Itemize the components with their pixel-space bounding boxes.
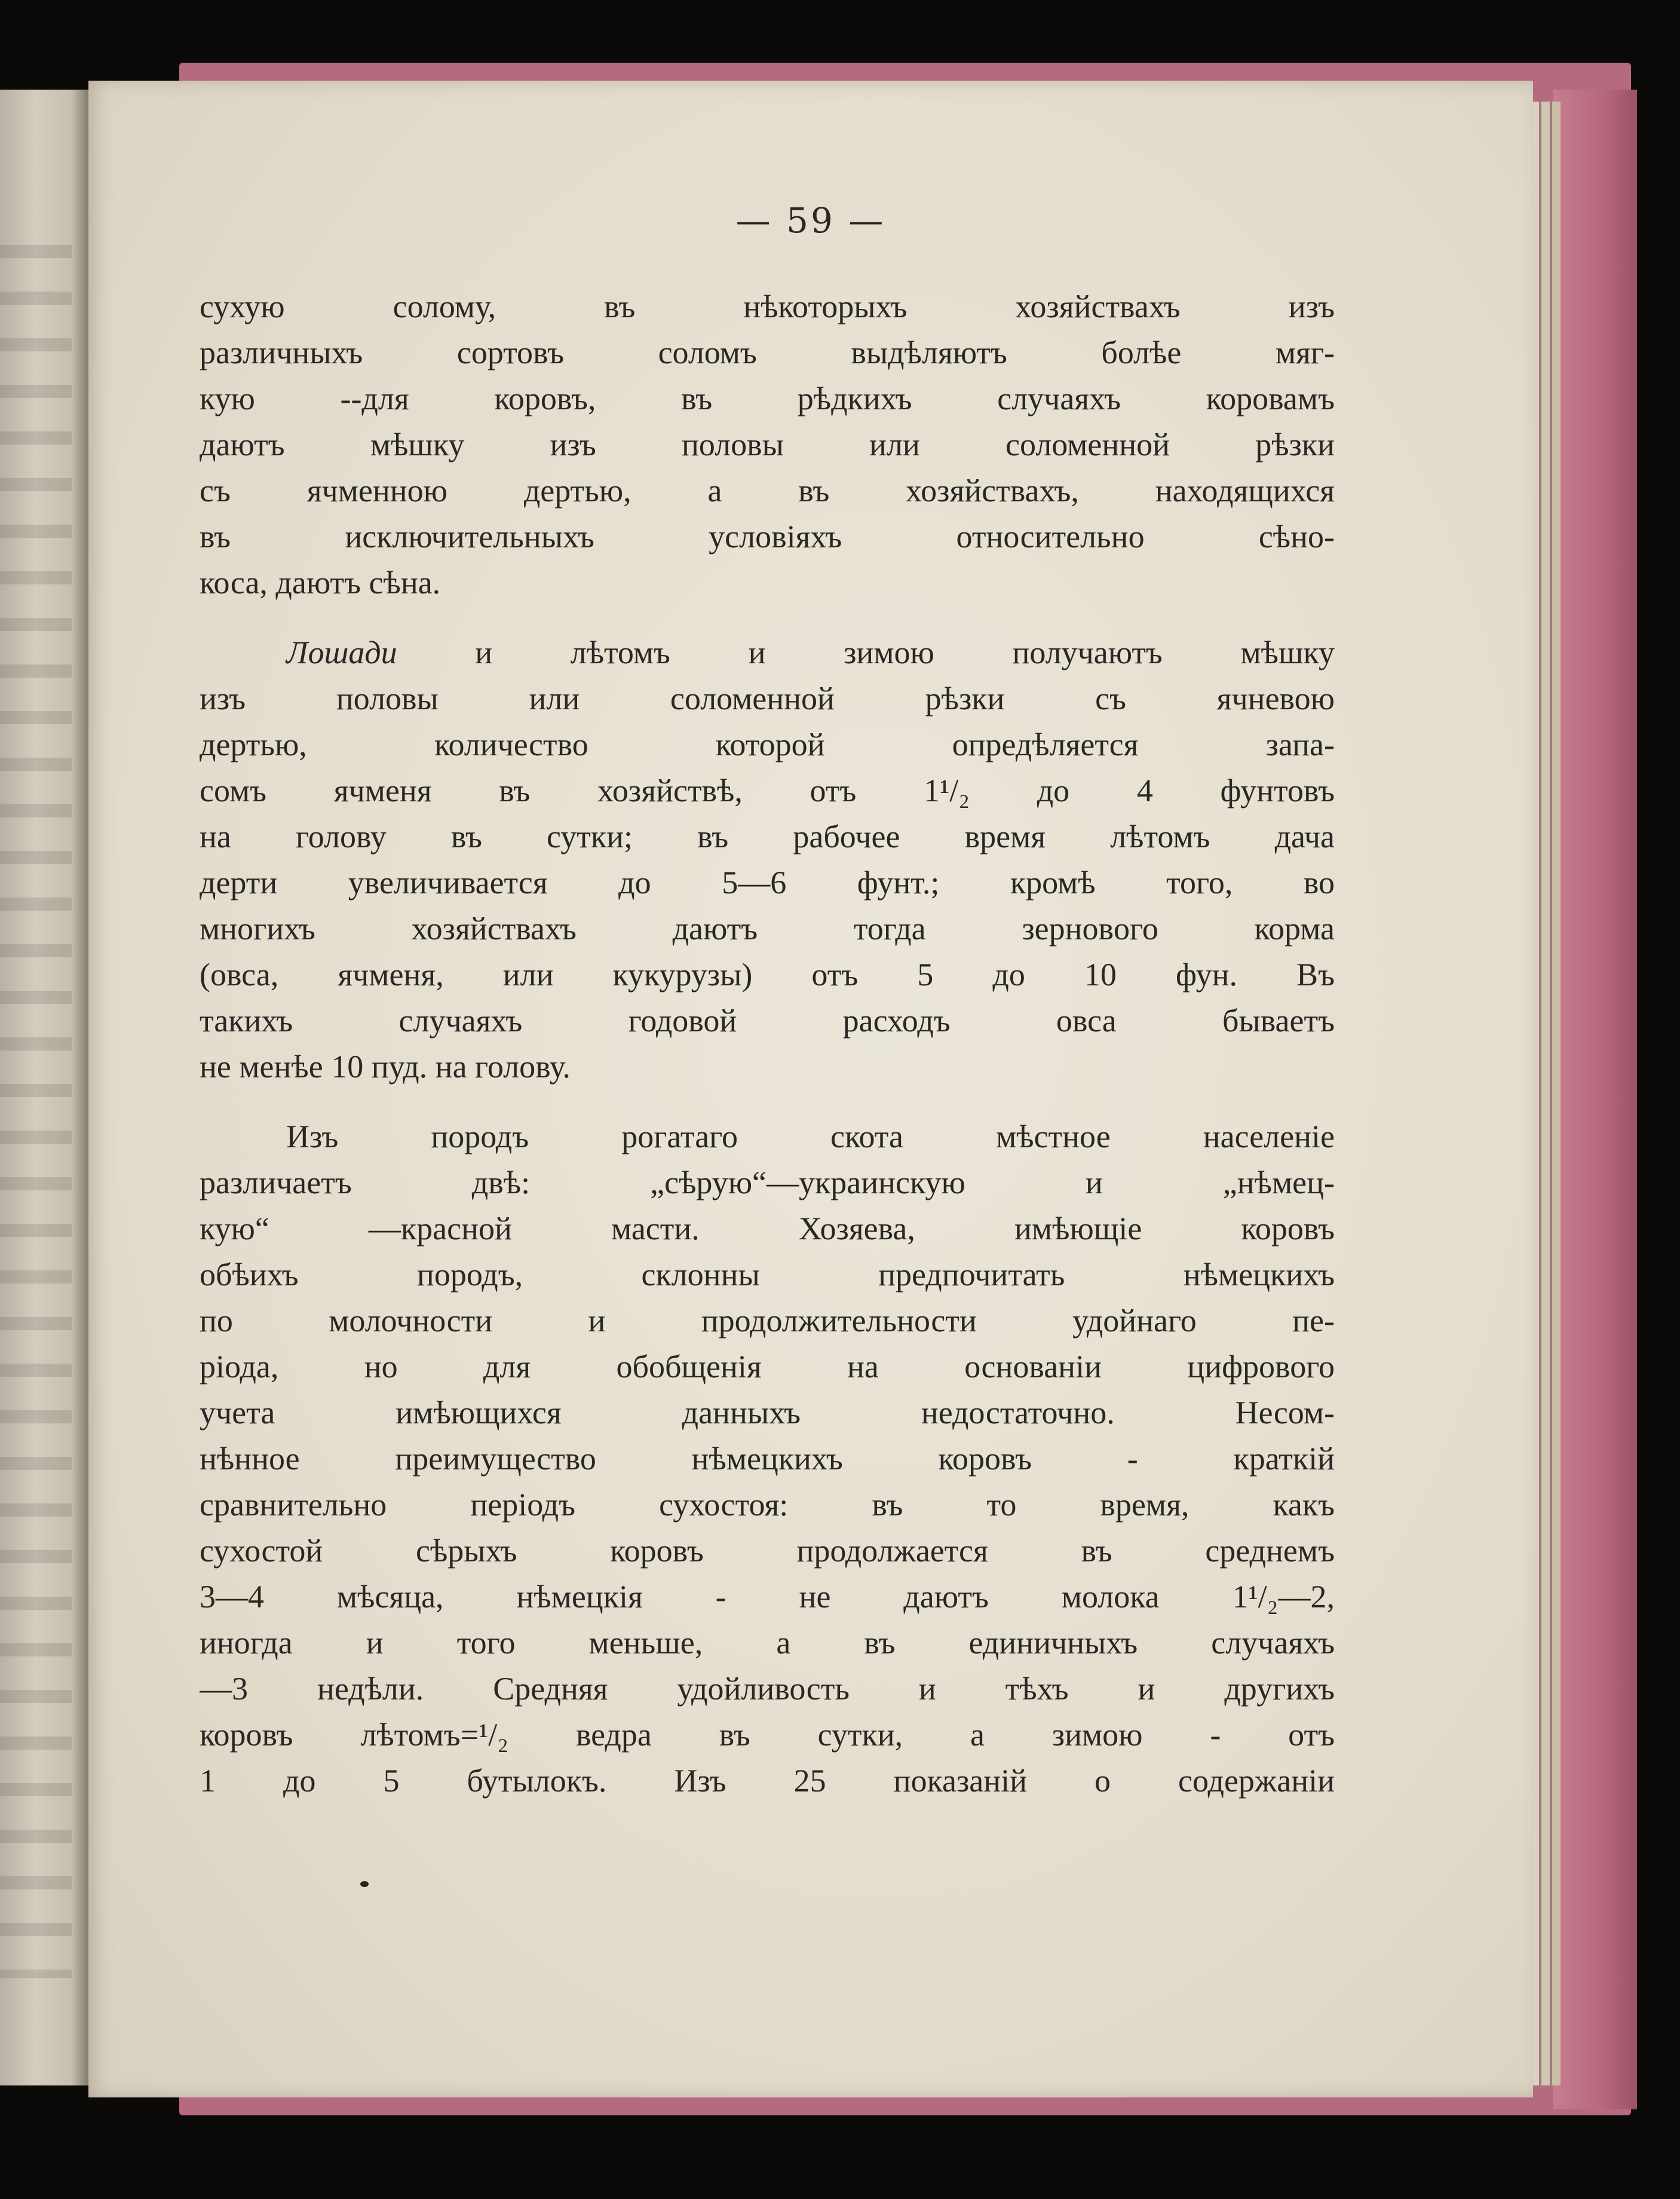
- text-line: съ ячменною дертью, а въ хозяйствахъ, находящихся: [200, 473, 1335, 509]
- italic-word: Лошади: [286, 635, 397, 670]
- text-line: коса, даютъ сѣна.: [200, 565, 441, 601]
- text-line: кую --для коровъ, въ рѣдкихъ случаяхъ коровамъ: [200, 381, 1335, 416]
- text-line: сравнительно періодъ сухостоя: въ то время, какъ: [200, 1487, 1335, 1523]
- text-line: 3—4 мѣсяца, нѣмецкія - не даютъ молока 1¹/₂—2,: [200, 1579, 1335, 1615]
- text-line: дерти увеличивается до 5—6 фунт.; кромѣ того, во: [200, 865, 1335, 901]
- text-line: изъ половы или соломенной рѣзки съ ячневою: [200, 681, 1335, 716]
- text-line: учета имѣющихся данныхъ недостаточно. Несом-: [200, 1395, 1335, 1431]
- left-page-text-shadow: [0, 245, 72, 1978]
- text-line: —3 недѣли. Средняя удойливость и тѣхъ и другихъ: [200, 1671, 1335, 1707]
- text-line: иногда и того меньше, а въ единичныхъ случаяхъ: [200, 1625, 1335, 1661]
- text-line: не менѣе 10 пуд. на голову.: [200, 1049, 571, 1085]
- paragraph: [200, 284, 1335, 606]
- paragraph-gap: [200, 1090, 1335, 1114]
- page-edge: [1551, 102, 1561, 2085]
- text-line: нѣнное преимущество нѣмецкихъ коровъ - краткій: [200, 1441, 1335, 1477]
- text-line: сухостой сѣрыхъ коровъ продолжается въ среднемъ: [200, 1533, 1335, 1569]
- paragraph: [200, 630, 1335, 1090]
- book-cover-edge: [1553, 90, 1637, 2109]
- page-number: — 59 —: [735, 200, 886, 241]
- text-line: даютъ мѣшку изъ половы или соломенной рѣзки: [200, 427, 1335, 463]
- text-line: Лошади и лѣтомъ и зимою получаютъ мѣшку: [286, 635, 1335, 670]
- text-line: многихъ хозяйствахъ даютъ тогда зерновoго корма: [200, 911, 1335, 947]
- text-line: коровъ лѣтомъ=¹/₂ ведра въ сутки, а зимою - отъ: [200, 1717, 1335, 1753]
- text-line: кую“ —красной масти. Хозяева, имѣющіе коровъ: [200, 1211, 1335, 1246]
- page-edge: [1540, 102, 1550, 2085]
- page-text: [200, 284, 1335, 1804]
- ink-speck: [360, 1881, 369, 1887]
- text-line: (овса, ячменя, или кукурузы) отъ 5 до 10 фун. Въ: [200, 957, 1335, 993]
- text-line: обѣихъ породъ, склонны предпочитать нѣмецкихъ: [200, 1257, 1335, 1293]
- paragraph-gap: [200, 606, 1335, 630]
- text-line: въ исключительныхъ условіяхъ относительно сѣно-: [200, 519, 1335, 555]
- left-facing-page: [0, 90, 90, 2085]
- text-line: 1 до 5 бутылокъ. Изъ 25 показаній о содержаніи: [200, 1763, 1335, 1799]
- book-page: [88, 81, 1533, 2097]
- paragraph: [200, 1114, 1335, 1804]
- text-line: различаетъ двѣ: „сѣрую“—украинскую и „нѣмец-: [200, 1165, 1335, 1200]
- text-line: сомъ ячменя въ хозяйствѣ, отъ 1¹/₂ до 4 фунтовъ: [200, 773, 1335, 808]
- text-line: Изъ породъ рогатаго скота мѣстное населеніе: [286, 1119, 1335, 1154]
- text-line: различныхъ сортовъ соломъ выдѣляютъ болѣе мяг-: [200, 335, 1335, 370]
- text-line: сухую солому, въ нѣкоторыхъ хозяйствахъ изъ: [200, 289, 1335, 324]
- text-line: на голову въ сутки; въ рабочее время лѣтомъ дача: [200, 819, 1335, 855]
- text-line: по молочности и продолжительности удойнаго пе-: [200, 1303, 1335, 1339]
- text-line: ріода, но для обобщенія на основаніи цифрового: [200, 1349, 1335, 1385]
- text-line: дертью, количество которой опредѣляется запа-: [200, 727, 1335, 762]
- text-line: такихъ случаяхъ годовой расходъ овса бываетъ: [200, 1003, 1335, 1039]
